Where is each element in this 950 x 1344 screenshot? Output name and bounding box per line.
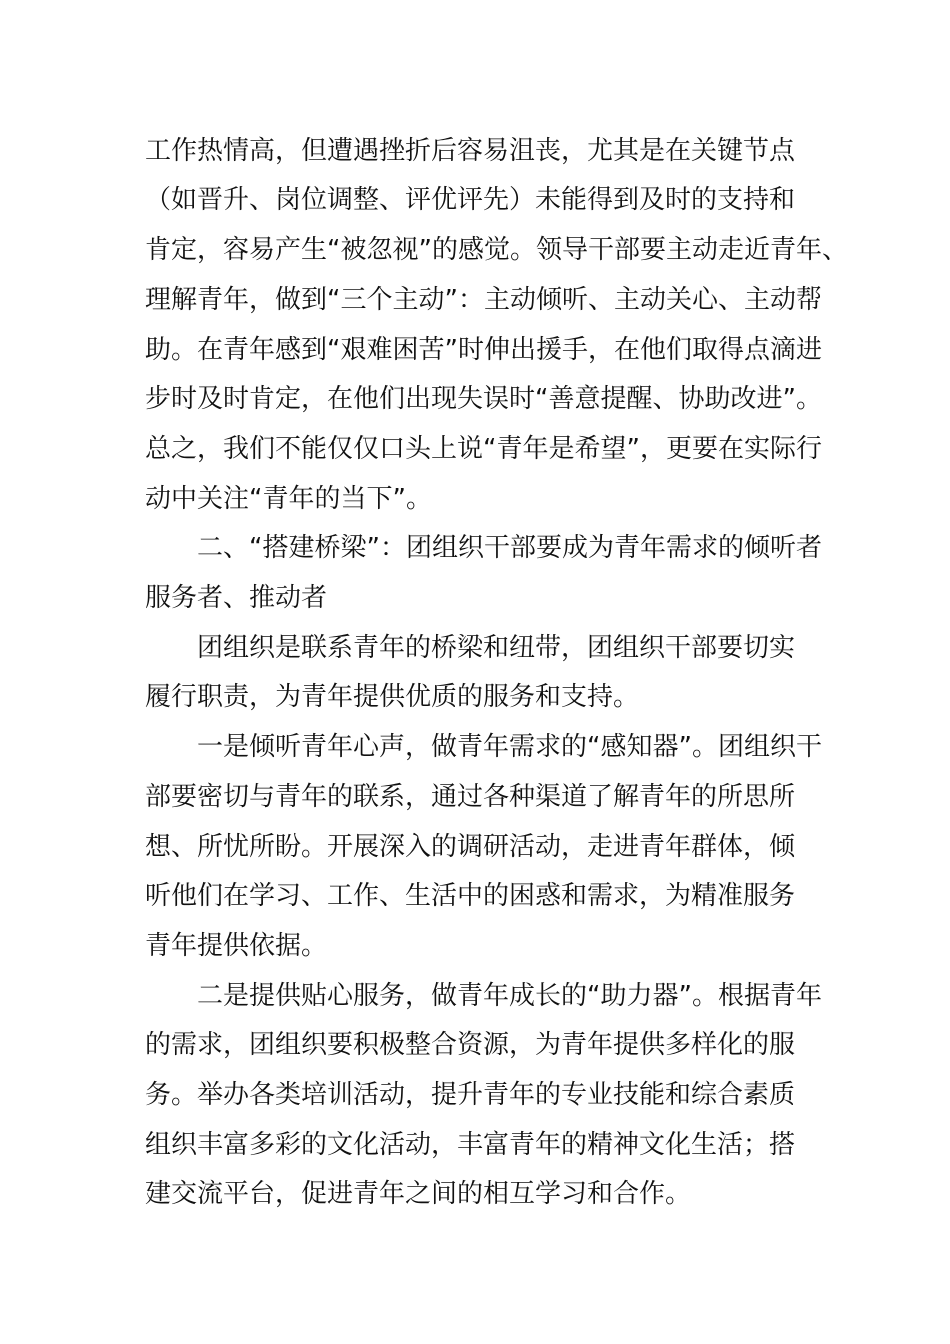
section-heading: 二、“搭建桥梁”：团组织干部要成为青年需求的倾听者 bbox=[197, 533, 822, 563]
text-line: 步时及时肯定，在他们出现失误时“善意提醒、协助改进”。 bbox=[145, 384, 822, 414]
text-line: 组织丰富多彩的文化活动，丰富青年的精神文化生活；搭 bbox=[145, 1130, 796, 1160]
text-line: （如晋升、岗位调整、评优评先）未能得到及时的支持和 bbox=[145, 185, 796, 215]
text-line: 建交流平台，促进青年之间的相互学习和合作。 bbox=[145, 1179, 692, 1209]
text-line: 部要密切与青年的联系，通过各种渠道了解青年的所思所 bbox=[145, 782, 796, 812]
text-line: 动中关注“青年的当下”。 bbox=[145, 484, 432, 514]
paragraph-start: 二是提供贴心服务，做青年成长的“助力器”。根据青年 bbox=[197, 981, 822, 1011]
text-line: 肯定，容易产生“被忽视”的感觉。领导干部要主动走近青年、 bbox=[145, 235, 848, 265]
paragraph-start: 一是倾听青年心声，做青年需求的“感知器”。团组织干 bbox=[197, 732, 822, 762]
section-heading-continued: 服务者、推动者 bbox=[145, 583, 328, 613]
text-line: 工作热情高，但遭遇挫折后容易沮丧，尤其是在关键节点 bbox=[145, 136, 796, 166]
text-line: 青年提供依据。 bbox=[145, 931, 328, 961]
text-line: 总之，我们不能仅仅口头上说“青年是希望”，更要在实际行 bbox=[145, 434, 822, 464]
text-line: 的需求，团组织要积极整合资源，为青年提供多样化的服 bbox=[145, 1030, 796, 1060]
text-line: 听他们在学习、工作、生活中的困惑和需求，为精准服务 bbox=[145, 881, 796, 911]
text-line: 履行职责，为青年提供优质的服务和支持。 bbox=[145, 682, 640, 712]
text-line: 想、所忧所盼。开展深入的调研活动，走进青年群体，倾 bbox=[145, 832, 796, 862]
text-line: 助。在青年感到“艰难困苦”时伸出援手，在他们取得点滴进 bbox=[145, 335, 822, 365]
text-line: 理解青年，做到“三个主动”：主动倾听、主动关心、主动帮 bbox=[145, 285, 822, 315]
text-line: 务。举办各类培训活动，提升青年的专业技能和综合素质 bbox=[145, 1080, 796, 1110]
paragraph-start: 团组织是联系青年的桥梁和纽带，团组织干部要切实 bbox=[197, 633, 796, 663]
